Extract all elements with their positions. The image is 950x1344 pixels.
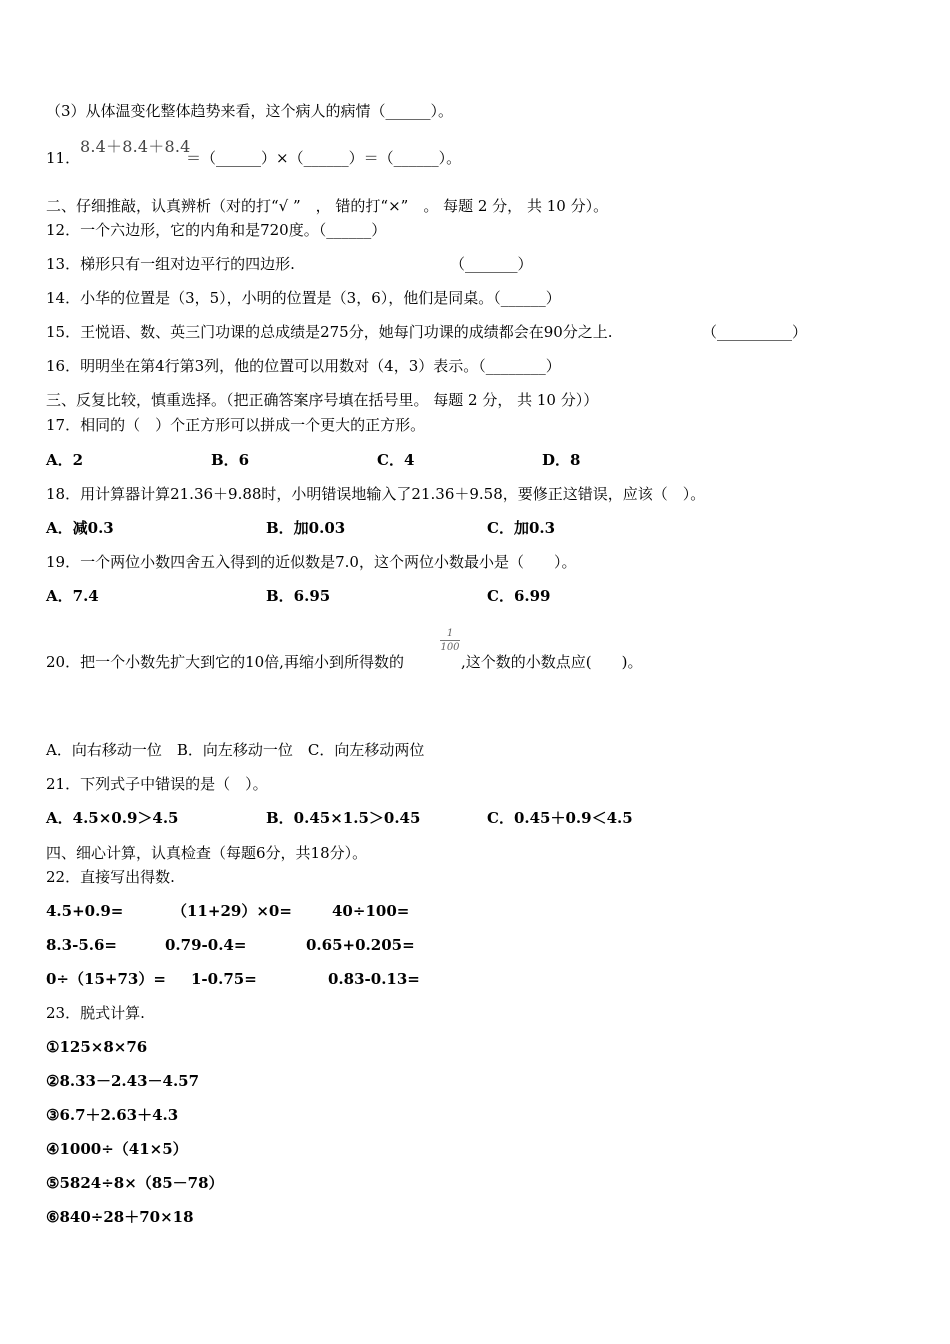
q21: 21．下列式子中错误的是（ ）。: [46, 775, 268, 793]
q23-item-1: ①125×8×76: [46, 1038, 148, 1056]
q20-fraction-numerator: 1: [446, 628, 454, 639]
q22-row1-b: （11+29）×0=: [172, 902, 292, 920]
q19: 19．一个两位小数四舍五入得到的近似数是7.0，这个两位小数最小是（ ）。: [46, 553, 577, 571]
q12: 12．一个六边形，它的内角和是720度。（______）: [46, 221, 387, 239]
q17-option-b: B．6: [211, 451, 250, 469]
q15: 15．王悦语、数、英三门功课的总成绩是275分，她每门功课的成绩都会在90分之上.: [46, 323, 613, 341]
q17-option-d: D．8: [542, 451, 581, 469]
q22-row3-b: 1-0.75=: [191, 970, 257, 988]
q22-row2-b: 0.79-0.4=: [165, 936, 247, 954]
q20-fraction: [440, 628, 460, 653]
q18-option-a: A．减0.3: [46, 519, 114, 537]
q14: 14．小华的位置是（3，5），小明的位置是（3，6），他们是同桌。（______）: [46, 289, 561, 307]
q18-option-b: B．加0.03: [266, 519, 346, 537]
q23-item-5: ⑤5824÷8×（85－78）: [46, 1174, 224, 1192]
q21-option-b: B．0.45×1.5＞0.45: [266, 809, 421, 827]
q16: 16．明明坐在第4行第3列，他的位置可以用数对（4，3）表示。（________）: [46, 357, 561, 375]
q20-options: A．向右移动一位 B．向左移动一位 C．向左移动两位: [46, 741, 425, 759]
q22-row3-c: 0.83-0.13=: [328, 970, 420, 988]
q11-number: 11．: [46, 149, 81, 167]
q11-blanks: ＝（______）×（______）＝（______）。: [186, 149, 462, 167]
q19-option-a: A．7.4: [46, 587, 99, 605]
q23-item-3: ③6.7＋2.63＋4.3: [46, 1106, 179, 1124]
q19-option-c: C．6.99: [487, 587, 551, 605]
q22: 22．直接写出得数.: [46, 868, 175, 886]
q19-option-b: B．6.95: [266, 587, 331, 605]
q23-item-6: ⑥840÷28＋70×18: [46, 1208, 194, 1226]
section-4-heading: 四、细心计算，认真检查（每题6分，共18分）。: [46, 844, 368, 862]
q13: 13．梯形只有一组对边平行的四边形.: [46, 255, 295, 273]
q22-row3-a: 0÷（15+73）=: [46, 970, 166, 988]
q13-blank: （_______）: [450, 255, 533, 273]
q22-row2-a: 8.3-5.6=: [46, 936, 117, 954]
q22-row2-c: 0.65+0.205=: [306, 936, 415, 954]
q20-text: 20．把一个小数先扩大到它的10倍,再缩小到所得数的: [46, 653, 404, 671]
q21-option-a: A．4.5×0.9＞4.5: [46, 809, 179, 827]
q23-item-4: ④1000÷（41×5）: [46, 1140, 188, 1158]
section-2-heading: 二、仔细推敲，认真辨析（对的打“√ ” ， 错的打“×” 。 每题 2 分， 共 10 分）。: [46, 197, 609, 215]
fraction-bar: [440, 640, 460, 641]
q11-formula: 8.4＋8.4＋8.4: [80, 137, 191, 156]
q20-text-end: ,这个数的小数点应( )。: [461, 653, 643, 671]
section-3-heading: 三、反复比较，慎重选择。（把正确答案序号填在括号里。 每题 2 分， 共 10 分））: [46, 391, 599, 409]
q22-row1-c: 40÷100=: [332, 902, 410, 920]
q17: 17．相同的（ ）个正方形可以拼成一个更大的正方形。: [46, 416, 426, 434]
q23-item-2: ②8.33－2.43－4.57: [46, 1072, 200, 1090]
q20-fraction-denominator: 100: [440, 642, 460, 653]
q3-sub-question: （3）从体温变化整体趋势来看，这个病人的病情（______）。: [46, 102, 454, 120]
q17-option-c: C．4: [377, 451, 415, 469]
q15-blank: （__________）: [702, 323, 808, 341]
q23: 23．脱式计算.: [46, 1004, 145, 1022]
q17-option-a: A．2: [46, 451, 84, 469]
q18-option-c: C．加0.3: [487, 519, 556, 537]
q22-row1-a: 4.5+0.9=: [46, 902, 124, 920]
q21-option-c: C．0.45＋0.9＜4.5: [487, 809, 633, 827]
q18: 18．用计算器计算21.36＋9.88时，小明错误地输入了21.36＋9.58，要修正这错误，应该（ ）。: [46, 485, 706, 503]
